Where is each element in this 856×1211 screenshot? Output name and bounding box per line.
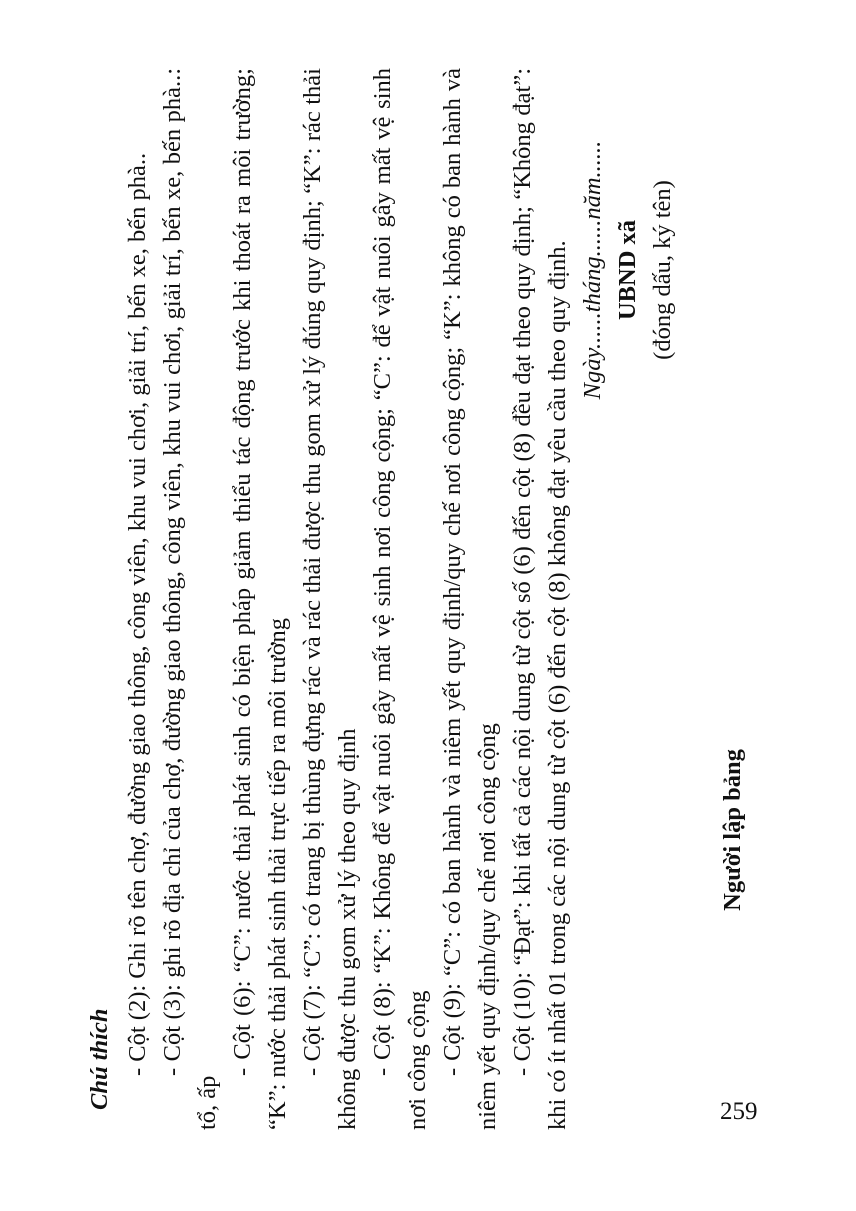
page-number: 259 [720,1098,758,1125]
commune-signature-block [575,70,680,470]
note-item: - Cột (7): “C”: có trang bị thùng đựng rác và rác thải được thu gom xử lý đúng quy định; “K”: rác thải không được thu gom xử lý theo quy định [299,68,361,1130]
note-item: - Cột (9): “C”: có ban hành và niêm yết quy định/quy chế nơi công cộng; “K”: không có ban hành và niêm yết quy định/quy chế nơi công cộng [439,68,501,1130]
notes-title: Chú thích [86,1008,113,1110]
note-item: - Cột (6): “C”: nước thải phát sinh có biện pháp giảm thiểu tác động trước khi thoát ra môi trường; “K”: nước thải phát sinh thải trực tiếp ra môi trường [229,68,291,1130]
signature-area [575,60,856,1130]
note-item: - Cột (3): ghi rõ địa chỉ của chợ, đường giao thông, công viên, khu vui chơi, giải trí, bến xe, bến phà..: tổ, ấp [159,68,221,1130]
note-item: - Cột (2): Ghi rõ tên chợ, đường giao thông, công viên, khu vui chơi, giải trí, bến xe, bến phà.. [124,152,151,1076]
date-line: Ngày......tháng......năm...... [579,140,606,400]
note-item: - Cột (10): “Đạt”: khi tất cả các nội dung từ cột số (6) đến cột (8) đều đạt theo quy định; “Không đạt”: khi có ít nhất 01 trong các nội dung từ cột (6) đến cột (8) không đạt yêu cầu theo quy định. [509,68,571,1130]
rotated-content [80,60,790,1130]
seal-signature-note: (đóng dấu, ký tên) [649,180,676,360]
preparer-signature-title: Người lập bảng [719,749,746,911]
commune-committee-title: UBND xã [614,219,641,321]
note-item: - Cột (8): “K”: Không để vật nuôi gây mất vệ sinh nơi công cộng; “C”: để vật nuôi gây mất vệ sinh nơi công cộng [369,68,431,1130]
